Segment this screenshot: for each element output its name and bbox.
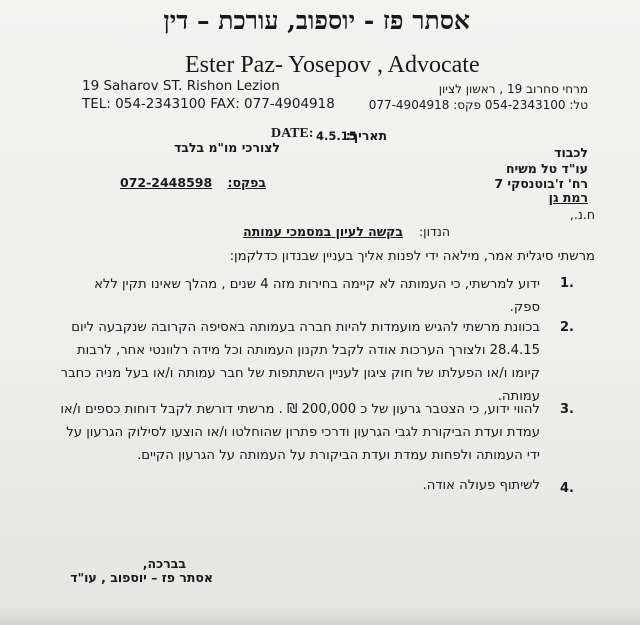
item-text: בכוונת מרשתי להגיש מועמדות להיות חברה בעמותה באסיפה הקרובה שנקבעה ליום 28.4.15 ולצורך הערכות אודה לקבל תקנון העמותה וכל מידה רלוונטי אחר, לרבות קיומו ו/או הפעלתו של חוק ציגון לעניין השתתפות של חבר עמותה ו/או בעל מניה כחבר עמותה. xyxy=(60,320,540,404)
signature-name: אסתר פז – יוספוב , עו"ד xyxy=(70,570,213,585)
item-text: ידוע למרשתי, כי העמותה לא קיימה בחירות מזה 4 שנים , מהלך שאינו תקין ללא ספק. xyxy=(94,277,540,315)
letterhead-name-hebrew: אסתר פז - יוספוב, עורכת – דין xyxy=(163,6,470,35)
fax-label: בפקס: xyxy=(227,175,266,190)
recipient-street: רח' ז'בוטנסקי 7 xyxy=(494,176,588,191)
confidential-note: לצורכי מו"מ בלבד xyxy=(173,140,280,155)
subject-text: בקשה לעיון במסמכי עמותה xyxy=(243,224,403,239)
recipient-city: רמת גן xyxy=(548,190,588,205)
date-label-hebrew: תאריך: xyxy=(345,128,387,143)
item-number: .3 xyxy=(560,402,574,417)
recipient-to: לכבוד xyxy=(554,145,588,160)
item-text: להווי ידוע, כי הצטבר גרעון של כ 200,000 ₪ . מרשתי דורשת לקבל דוחות כספים ו/או עמדת ועדת הביקורת לגבי הגרעון ודרכי פתרון שהוחלטו ו/או הוצעו לסילוק הגרעון על ידי העמותה ולפחות עמדת ועדת הביקורת על העמותה על הגרעון הקיים. xyxy=(60,402,540,463)
date-value: 4.5.15 xyxy=(316,129,357,143)
letterhead-name-english: Ester Paz- Yosepov , Advocate xyxy=(185,52,480,78)
item-number: .4 xyxy=(560,481,574,496)
page-bottom-shadow xyxy=(0,607,640,625)
item-number: .2 xyxy=(560,320,574,335)
fax-number: 072-2448598 xyxy=(120,175,213,190)
date-label-english: DATE: xyxy=(271,126,314,141)
phones-hebrew: טל: 054-2343100 פקס: 077-4904918 xyxy=(368,98,588,112)
item-number: .1 xyxy=(560,276,574,291)
subject-label: הנדון: xyxy=(418,224,450,239)
recipient-name: עו"ד טל משיח xyxy=(505,161,588,176)
address-english: 19 Saharov ST. Rishon Lezion xyxy=(82,78,280,94)
address-hebrew: מרחי סחרוב 19 , ראשון לציון xyxy=(438,82,588,96)
salutation: ח.נ., xyxy=(569,207,595,222)
closing-blessing: בברכה, xyxy=(142,556,186,571)
intro-paragraph: מרשתי סיגלית אמר, מילאה ידי לפנות אליך בעניין שבנדון כדלקמן: xyxy=(229,249,595,264)
item-text: לשיתוף פעולה אודה. xyxy=(422,478,540,493)
phones-english: TEL: 054-2343100 FAX: 077-4904918 xyxy=(82,96,335,112)
